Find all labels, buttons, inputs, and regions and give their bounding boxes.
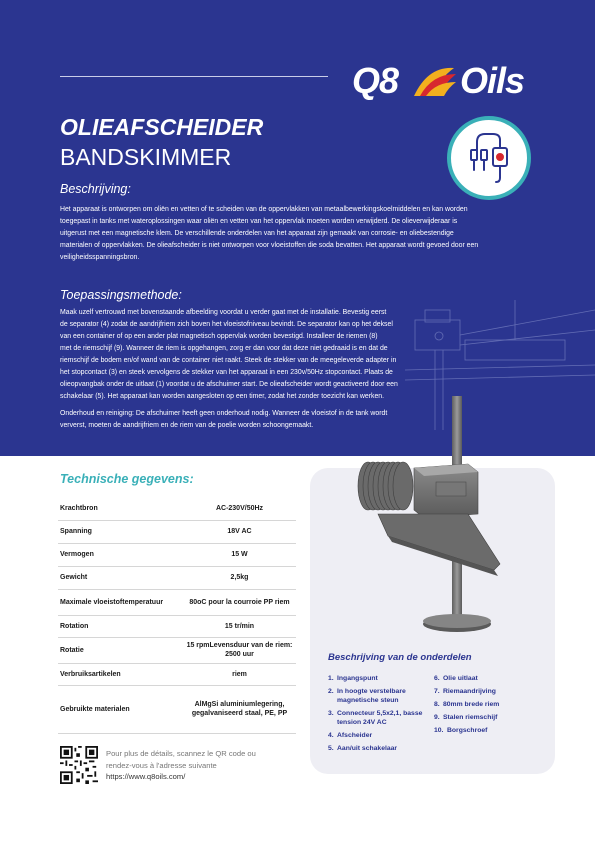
description-heading: Beschrijving: bbox=[60, 182, 131, 196]
application-line: de separator (4) zodat de aandrijfriem zich boven het vloeistofniveau bevindt. De separator kan op het deksel bbox=[60, 321, 393, 328]
product-title: OLIEAFSCHEIDER bbox=[60, 114, 264, 140]
application-line: riemschijf de bodem en/of wand van de container niet raakt. Steek de stekker van de meegeleverde adapter in bbox=[60, 357, 397, 364]
list-item bbox=[434, 726, 544, 735]
spec-key: Spanning bbox=[58, 520, 183, 543]
qr-caption bbox=[106, 748, 276, 783]
table-row bbox=[58, 498, 296, 520]
application-line: olieopvangbak onder de uitlaat (1) voordat u de afschuimer start. De olieafscheider wordt geactiveerd door een bbox=[60, 381, 398, 388]
description-line: toegepast in tanks met wateroplossingen waar oliën en vetten van het oppervlak moeten worden verwijderd. De olieverwijderaar is bbox=[60, 218, 458, 225]
spec-key: Vermogen bbox=[58, 543, 183, 566]
table-row bbox=[58, 663, 296, 685]
maintenance-line: ververst, moeten de aandrijfriem en de riem van de poelie worden schoongemaakt. bbox=[60, 422, 314, 429]
spec-key: Gewicht bbox=[58, 566, 183, 589]
sails-logo-icon bbox=[410, 64, 460, 100]
table-row bbox=[58, 637, 296, 663]
table-row bbox=[58, 543, 296, 566]
spec-key: Verbruiksartikelen bbox=[58, 663, 183, 685]
list-item bbox=[328, 674, 428, 683]
bandskimmer-product-image bbox=[318, 396, 558, 646]
qr-text-line: Pour plus de détails, scannez le QR code ou bbox=[106, 749, 256, 758]
part-number: 1. bbox=[328, 675, 334, 682]
product-subtitle: BANDSKIMMER bbox=[60, 144, 232, 170]
application-line: met de riemschijf (9). Wanneer de riem is opgehangen, zorg er dan voor dat deze niet gedraaid is en dat de bbox=[60, 345, 388, 352]
part-label: Aan/uit schakelaar bbox=[337, 745, 398, 752]
part-label: Borgschroef bbox=[447, 727, 488, 734]
description-line: uitgerust met een magnetische klem. De verschillende onderdelen van het apparaat zijn gemaakt van corrosie- en oliebestendige bbox=[60, 230, 454, 237]
part-number: 2. bbox=[328, 688, 334, 695]
part-label: Riemaandrijving bbox=[443, 688, 496, 695]
table-row bbox=[58, 566, 296, 589]
spec-key: Rotatie bbox=[58, 637, 183, 663]
list-item bbox=[328, 687, 428, 705]
list-item bbox=[434, 687, 544, 696]
table-row bbox=[58, 589, 296, 615]
product-badge bbox=[447, 116, 531, 200]
application-line: van een container of op een ander plat magnetisch oppervlak worden bevestigd. Installeer de riemen (8) bbox=[60, 333, 378, 340]
spec-value: 15 tr/min bbox=[183, 615, 296, 637]
website-link[interactable]: https://www.q8oils.com/ bbox=[106, 772, 186, 781]
spec-key: Gebruikte materialen bbox=[58, 685, 183, 733]
part-number: 4. bbox=[328, 732, 334, 739]
spec-key: Krachtbron bbox=[58, 498, 183, 520]
application-heading: Toepassingsmethode: bbox=[60, 288, 182, 302]
part-number: 5. bbox=[328, 745, 334, 752]
part-number: 6. bbox=[434, 675, 440, 682]
spec-key: Maximale vloeistoftemperatuur bbox=[58, 589, 183, 615]
application-line: Maak uzelf vertrouwd met bovenstaande afbeelding voordat u verder gaat met de installatie. Bevestig eerst bbox=[60, 309, 387, 316]
part-label: Afscheider bbox=[337, 732, 373, 739]
maintenance-line: Onderhoud en reiniging: De afschuimer heeft geen onderhoud nodig. Wanneer de vloeistof in de tank wordt bbox=[60, 410, 388, 417]
description-line: materialen of oppervlakken. De olieafscheider is niet ontworpen voor vloeistoffen die soda bevatten. Het apparaat wordt gevoed door een bbox=[60, 242, 479, 249]
table-row bbox=[58, 615, 296, 637]
list-item bbox=[328, 709, 428, 727]
description-text bbox=[60, 204, 478, 264]
table-row bbox=[58, 685, 296, 733]
application-line: schakelaar (5). Het apparaat kan worden aangesloten op een timer, zodat het zonder toezicht kan werken. bbox=[60, 393, 385, 400]
logo-q8-text: Q8 bbox=[352, 60, 399, 101]
spec-value: 15 rpmLevensduur van de riem: 2500 uur bbox=[183, 637, 296, 663]
part-number: 10. bbox=[434, 727, 444, 734]
spec-key: Rotation bbox=[58, 615, 183, 637]
application-text bbox=[60, 307, 398, 403]
spec-value: riem bbox=[183, 663, 296, 685]
spec-value: AC-230V/50Hz bbox=[183, 498, 296, 520]
part-number: 3. bbox=[328, 710, 334, 717]
parts-heading: Beschrijving van de onderdelen bbox=[328, 652, 472, 663]
part-label: Stalen riemschijf bbox=[443, 714, 498, 721]
spec-value: 18V AC bbox=[183, 520, 296, 543]
logo-oils-text: Oils bbox=[460, 60, 525, 101]
part-label: 80mm brede riem bbox=[443, 701, 500, 708]
part-number: 9. bbox=[434, 714, 440, 721]
part-number: 8. bbox=[434, 701, 440, 708]
parts-list-right bbox=[434, 674, 544, 739]
q8oils-logo bbox=[352, 60, 542, 104]
spec-value: 15 W bbox=[183, 543, 296, 566]
list-item bbox=[328, 744, 428, 753]
list-item bbox=[434, 700, 544, 709]
specs-table bbox=[58, 498, 296, 734]
part-label: Olie uitlaat bbox=[443, 675, 478, 682]
qr-text-line: rendez-vous à l'adresse suivante bbox=[106, 760, 217, 770]
part-label: Connecteur 5,5x2,1, basse tension 24V AC bbox=[337, 710, 423, 726]
description-line: Het apparaat is ontworpen om oliën en vetten of te scheiden van de oppervlakken van metaalbewerkingskoelmiddelen en kan worden bbox=[60, 206, 468, 213]
specs-heading: Technische gegevens: bbox=[60, 472, 194, 486]
description-line: veiligheidsspanningsbron. bbox=[60, 254, 140, 261]
list-item bbox=[328, 731, 428, 740]
list-item bbox=[434, 713, 544, 722]
spec-value: 80oC pour la courroie PP riem bbox=[183, 589, 296, 615]
application-line: het stopcontact (3) en steek vervolgens de stekker van het apparaat in een 230v/50Hz stopcontact. Plaats de bbox=[60, 369, 393, 376]
header-rule bbox=[60, 76, 328, 77]
part-label: Ingangspunt bbox=[337, 675, 378, 682]
qr-code-icon[interactable] bbox=[60, 746, 98, 784]
oil-separator-icon bbox=[463, 130, 519, 186]
part-number: 7. bbox=[434, 688, 440, 695]
spec-value: 2,5kg bbox=[183, 566, 296, 589]
list-item bbox=[434, 674, 544, 683]
table-row bbox=[58, 520, 296, 543]
spec-value: AlMgSi aluminiumlegering, gegalvaniseerd staal, PE, PP bbox=[183, 685, 296, 733]
parts-list-left bbox=[328, 674, 428, 757]
part-label: In hoogte verstelbare magnetische steun bbox=[337, 688, 406, 704]
